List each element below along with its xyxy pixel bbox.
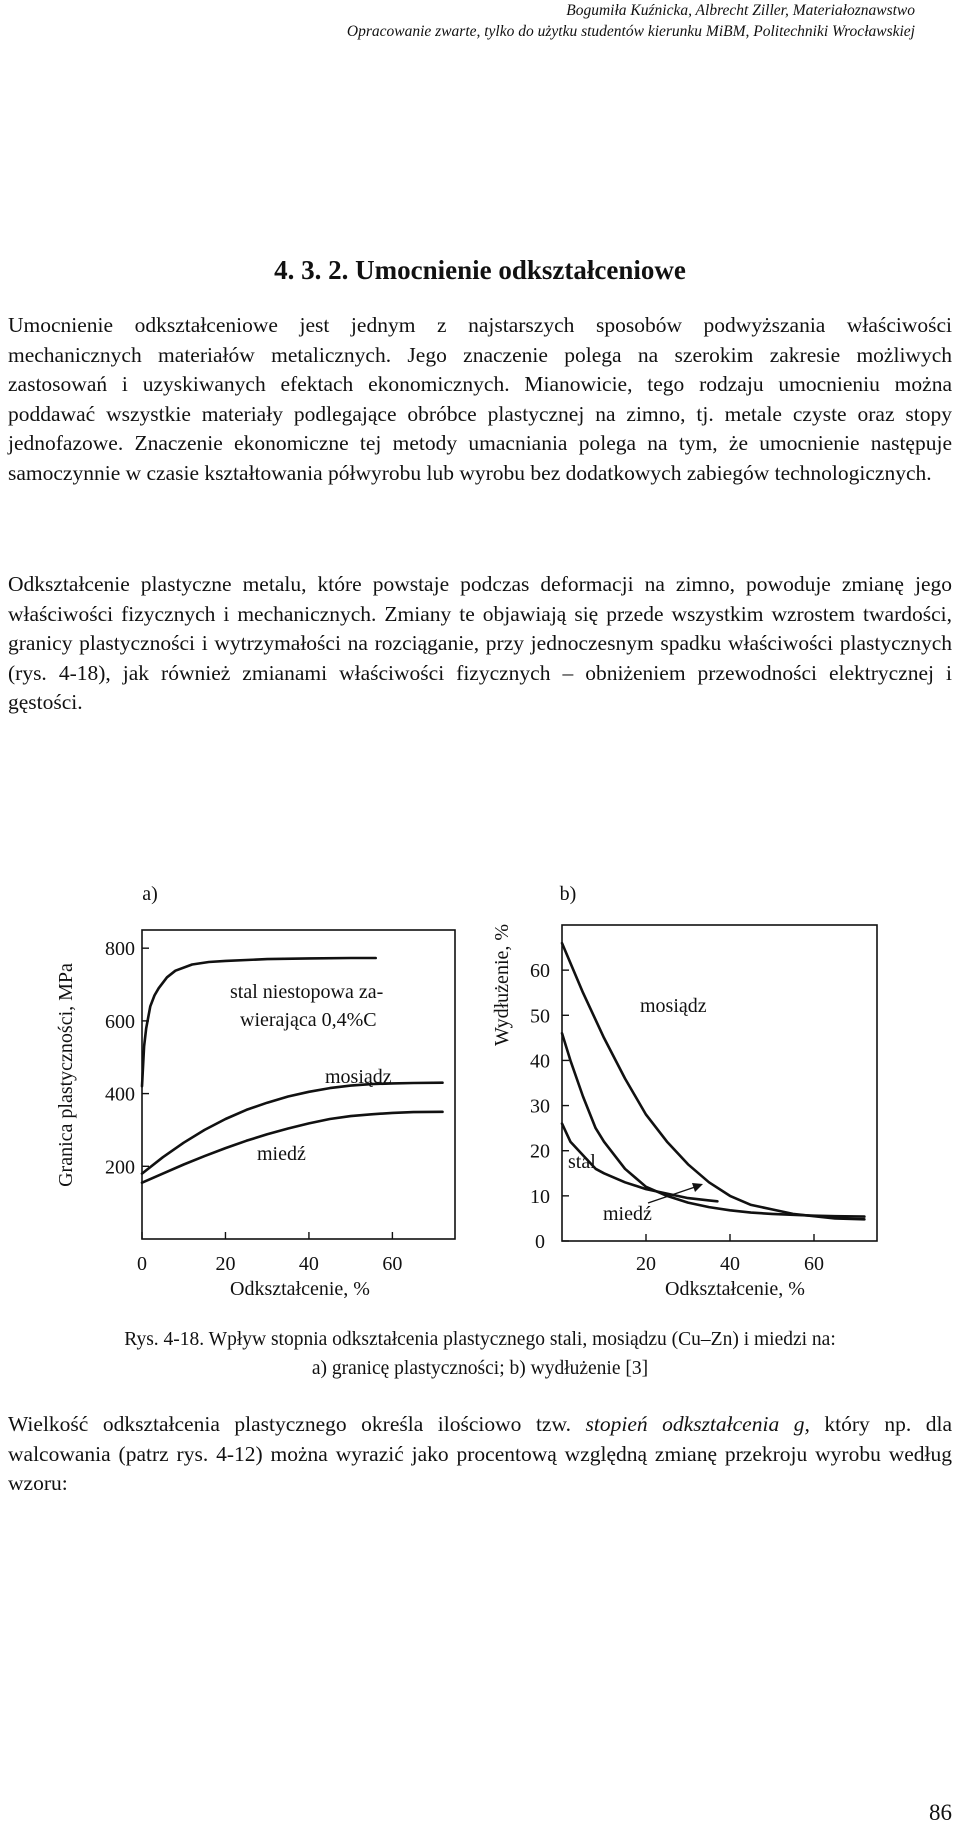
y-tick-label: 400 (105, 1083, 135, 1106)
x-tick-label: 0 (137, 1253, 147, 1275)
panel-b-frame (562, 925, 877, 1241)
page-header (347, 0, 915, 42)
panel-b-y-ticks (530, 960, 569, 1253)
page-number: 86 (929, 1800, 952, 1825)
label-copper-b: miedź (603, 1203, 652, 1225)
series-line-b-1 (562, 1033, 864, 1216)
x-tick-label: 20 (215, 1253, 236, 1275)
y-tick-label: 800 (105, 938, 135, 961)
copper-pointer-arrowhead (692, 1183, 703, 1192)
paragraph-1: Umocnienie odkształceniowe jest jednym z najstarszych sposobów podwyższania właściwości mechanicznych materiałów metalicznych. Jego znaczenie polega na szerokim zakresie możliwych zastosowań i uzyskiwanych efektach ekonomicznych. Mianowicie, tego rodzaju umocnieniu można poddawać wszystkie materiały podlegające obróbce plastycznej na zimno, tj. metale czyste oraz stopy jednofazowe. Znaczenie ekonomiczne tej metody umacniania polega na tym, że umocnienie następuje samoczynnie w czasie kształtowania półwyrobu lub wyrobu bez dodatkowych zabiegów technologicznych. (8, 313, 952, 485)
x-tick-label: 40 (720, 1253, 740, 1275)
panel-b-xlabel: Odkształcenie, % (665, 1278, 805, 1300)
figure-svg (0, 870, 960, 1320)
label-brass-a: mosiądz (325, 1066, 392, 1088)
panel-a-xlabel: Odkształcenie, % (230, 1278, 370, 1300)
y-tick-label: 0 (535, 1231, 545, 1253)
y-tick-label: 30 (530, 1095, 550, 1118)
paragraph-3 (8, 1410, 952, 1499)
paragraph-3-term: stopień odkształcenia g, (585, 1412, 810, 1436)
label-steel-line2: wierająca 0,4%C (240, 1009, 377, 1031)
paragraph-3-start: Wielkość odkształcenia plastycznego określa ilościowo tzw. (8, 1412, 586, 1436)
y-tick-label: 10 (530, 1185, 550, 1208)
x-tick-label: 60 (804, 1253, 824, 1275)
series-line-b-0 (562, 943, 864, 1219)
panel-a-ylabel: Granica plastyczności, MPa (55, 963, 77, 1187)
y-tick-label: 50 (530, 1005, 550, 1028)
panel-b-ylabel: Wydłużenie, % (491, 923, 513, 1047)
x-tick-label: 40 (298, 1253, 319, 1275)
header-authors: Bogumiła Kuźnicka, Albrecht Ziller, Materiałoznawstwo (566, 2, 915, 19)
y-tick-label: 40 (530, 1050, 550, 1073)
panel-b-series (562, 943, 864, 1219)
caption-line-1: Rys. 4-18. Wpływ stopnia odkształcenia plastycznego stali, mosiądzu (Cu–Zn) i miedzi na: (124, 1329, 836, 1350)
panel-a-label: a) (142, 883, 158, 905)
panel-b-x-ticks (636, 1234, 824, 1275)
header-note: Opracowanie zwarte, tylko do użytku studentów kierunku MiBM, Politechniki Wrocławskiej (346, 23, 915, 40)
y-tick-label: 60 (530, 960, 550, 983)
y-tick-label: 200 (105, 1156, 135, 1179)
y-tick-label: 600 (105, 1010, 135, 1033)
label-copper-a: miedź (257, 1143, 306, 1165)
figure-4-18 (0, 870, 960, 1320)
panel-b-label: b) (559, 883, 577, 905)
label-steel-b: stal (568, 1151, 596, 1173)
y-tick-label: 20 (530, 1140, 550, 1163)
x-tick-label: 60 (382, 1253, 403, 1275)
section-title: 4. 3. 2. Umocnienie odkształceniowe (274, 255, 686, 285)
figure-caption (0, 1325, 960, 1383)
paragraph-2: Odkształcenie plastyczne metalu, które powstaje podczas deformacji na zimno, powoduje zmianę jego właściwości fizycznych i mechanicznych. Zmiany te objawiają się przede wszystkim wzrostem twardości, granicy plastyczności i wytrzymałości na rozciąganie, przy jednoczesnym spadku właściwości plastycznych (rys. 4-18), jak również zmianami właściwości fizycznych – obniżeniem przewodności elektrycznej i gęstości. (8, 572, 952, 714)
label-steel-line1: stal niestopowa za- (230, 981, 384, 1003)
panel-a-frame (142, 930, 455, 1239)
label-brass-b: mosiądz (640, 995, 707, 1017)
x-tick-label: 20 (636, 1253, 656, 1275)
paragraph-3-end: który np. dla walcowania (patrz rys. 4-12) można wyrazić jako procentową względną zmianę przekroju wyrobu według wzoru: (8, 1412, 952, 1495)
caption-line-2: a) granicę plastyczności; b) wydłużenie [3] (311, 1358, 649, 1379)
copper-pointer-line (648, 1186, 698, 1203)
